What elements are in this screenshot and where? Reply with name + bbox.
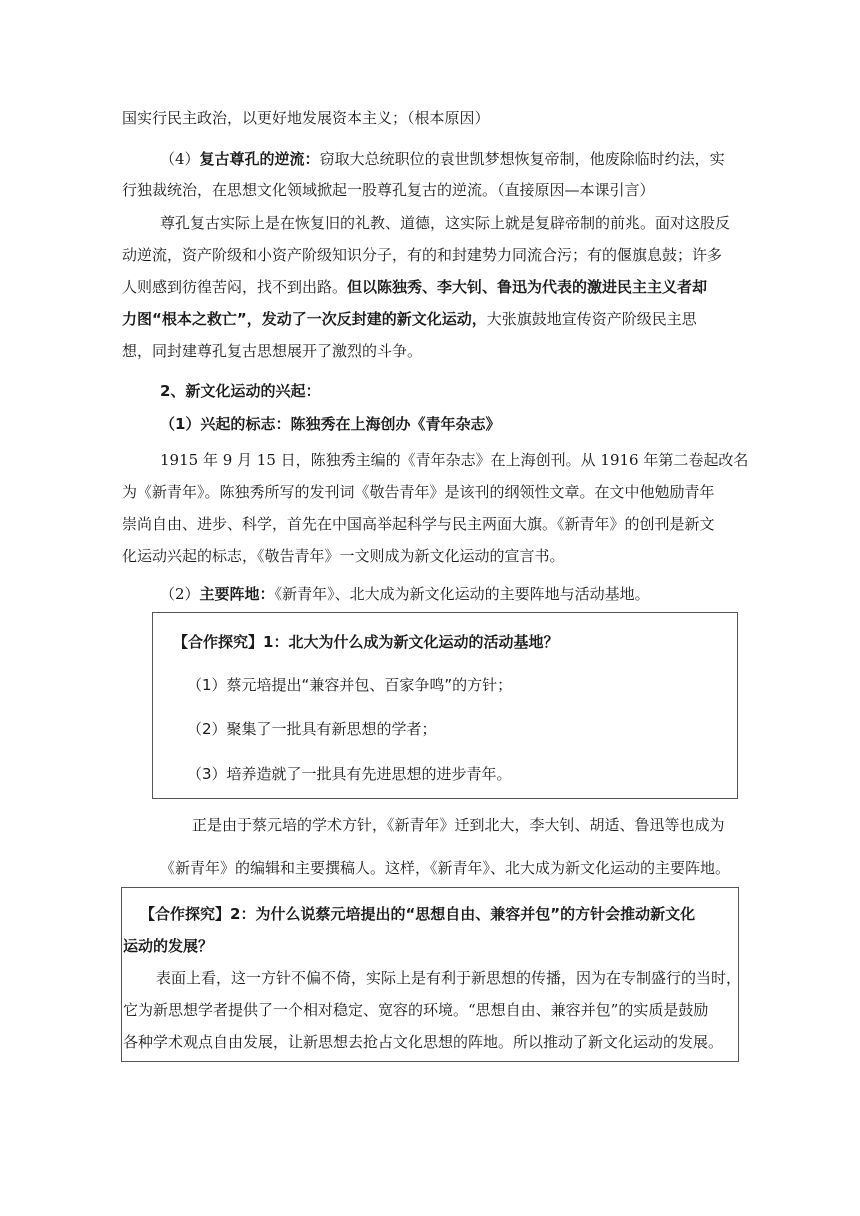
item-text: 窃取大总统职位的袁世凯梦想恢复帝制，他废除临时约法，实 (319, 150, 725, 168)
box-title: 【合作探究】1：北大为什么成为新文化运动的活动基地？ (173, 633, 559, 651)
paragraph-line: 1915 年 9 月 15 日，陈独秀主编的《青年杂志》在上海创刊。从 1916 年第二卷起改名 (160, 451, 749, 469)
item-heading: 复古尊孔的逆流： (199, 150, 320, 168)
section-heading: 2、新文化运动的兴起： (160, 382, 321, 400)
paragraph-line: 《新青年》的编辑和主要撰稿人。这样，《新青年》、北大成为新文化运动的主要阵地。 (160, 859, 731, 877)
paragraph-line: 国实行民主政治，以更好地发展资本主义；（根本原因） (122, 109, 490, 127)
paragraph-line: 化运动兴起的标志，《敬告青年》一文则成为新文化运动的宣言书。 (122, 547, 565, 565)
paragraph-line: 正是由于蔡元培的学术方针，《新青年》迁到北大，李大钊、胡适、鲁迅等也成为 (192, 816, 725, 834)
paragraph-line: 为《新青年》。陈独秀所写的发刊词《敬告青年》是该刊的纲领性文章。在文中他勉励青年 (122, 483, 715, 501)
paragraph-line (122, 309, 697, 329)
normal-text: 大张旗鼓地宣传资产阶级民主思 (486, 310, 697, 328)
item-number: （2） (160, 585, 200, 603)
discussion-box-2 (121, 887, 742, 1062)
box-item: （3）培养造就了一批具有先进思想的进步青年。 (187, 765, 512, 783)
bold-text: 但以陈独秀、李大钊、鲁迅为代表的激进民主主义者却 (347, 278, 708, 296)
paragraph-line: 尊孔复古实际上是在恢复旧的礼教、道德，这实际上就是复辟帝制的前兆。面对这股反 (160, 214, 731, 232)
box-item: （2）聚集了一批具有新思想的学者； (187, 720, 437, 738)
box-paragraph-line: 它为新思想学者提供了一个相对稳定、宽容的环境。“思想自由、兼容并包”的实质是鼓励 (123, 1001, 709, 1019)
paragraph-line: 动逆流，资产阶级和小资产阶级知识分子，有的和封建势力同流合污；有的偃旗息鼓；许多 (122, 246, 723, 264)
paragraph-line: 行独裁统治，在思想文化领域掀起一股尊孔复古的逆流。（直接原因—本课引言） (122, 181, 655, 199)
item-text: 《新青年》、北大成为新文化运动的主要阵地与活动基地。 (274, 585, 650, 603)
paragraph-line (160, 149, 725, 169)
item-heading: 主要阵地： (199, 585, 275, 603)
box-title (140, 904, 695, 924)
box-item: （1）蔡元培提出“兼容并包、百家争鸣”的方针； (187, 676, 513, 694)
normal-text: 人则感到彷徨苦闷，找不到出路。 (122, 278, 348, 296)
paragraph-line (122, 277, 707, 297)
paragraph-line: 崇尚自由、进步、科学，首先在中国高举起科学与民主两面大旗。《新青年》的创刊是新文 (122, 515, 715, 533)
paragraph-line: 想，同封建尊孔复古思想展开了激烈的斗争。 (122, 342, 423, 360)
subsection-heading: （1）兴起的标志：陈独秀在上海创办《青年杂志》 (160, 415, 501, 433)
box-paragraph-line: 表面上看，这一方针不偏不倚，实际上是有利于新思想的传播，因为在专制盛行的当时， (156, 969, 742, 987)
bold-text: 力图“根本之救亡”，发动了一次反封建的新文化运动， (122, 310, 487, 328)
box-title-text: 【合作探究】2：为什么说蔡元培提出的“思想自由、兼容并包”的方针会推动新文化 (140, 905, 696, 923)
discussion-box-1 (152, 612, 738, 799)
paragraph-line (160, 584, 650, 604)
box-title: 运动的发展？ (123, 937, 214, 955)
item-number: （4） (160, 150, 200, 168)
box-paragraph-line: 各种学术观点自由发展，让新思想去抢占文化思想的阵地。所以推动了新文化运动的发展。 (123, 1033, 724, 1051)
